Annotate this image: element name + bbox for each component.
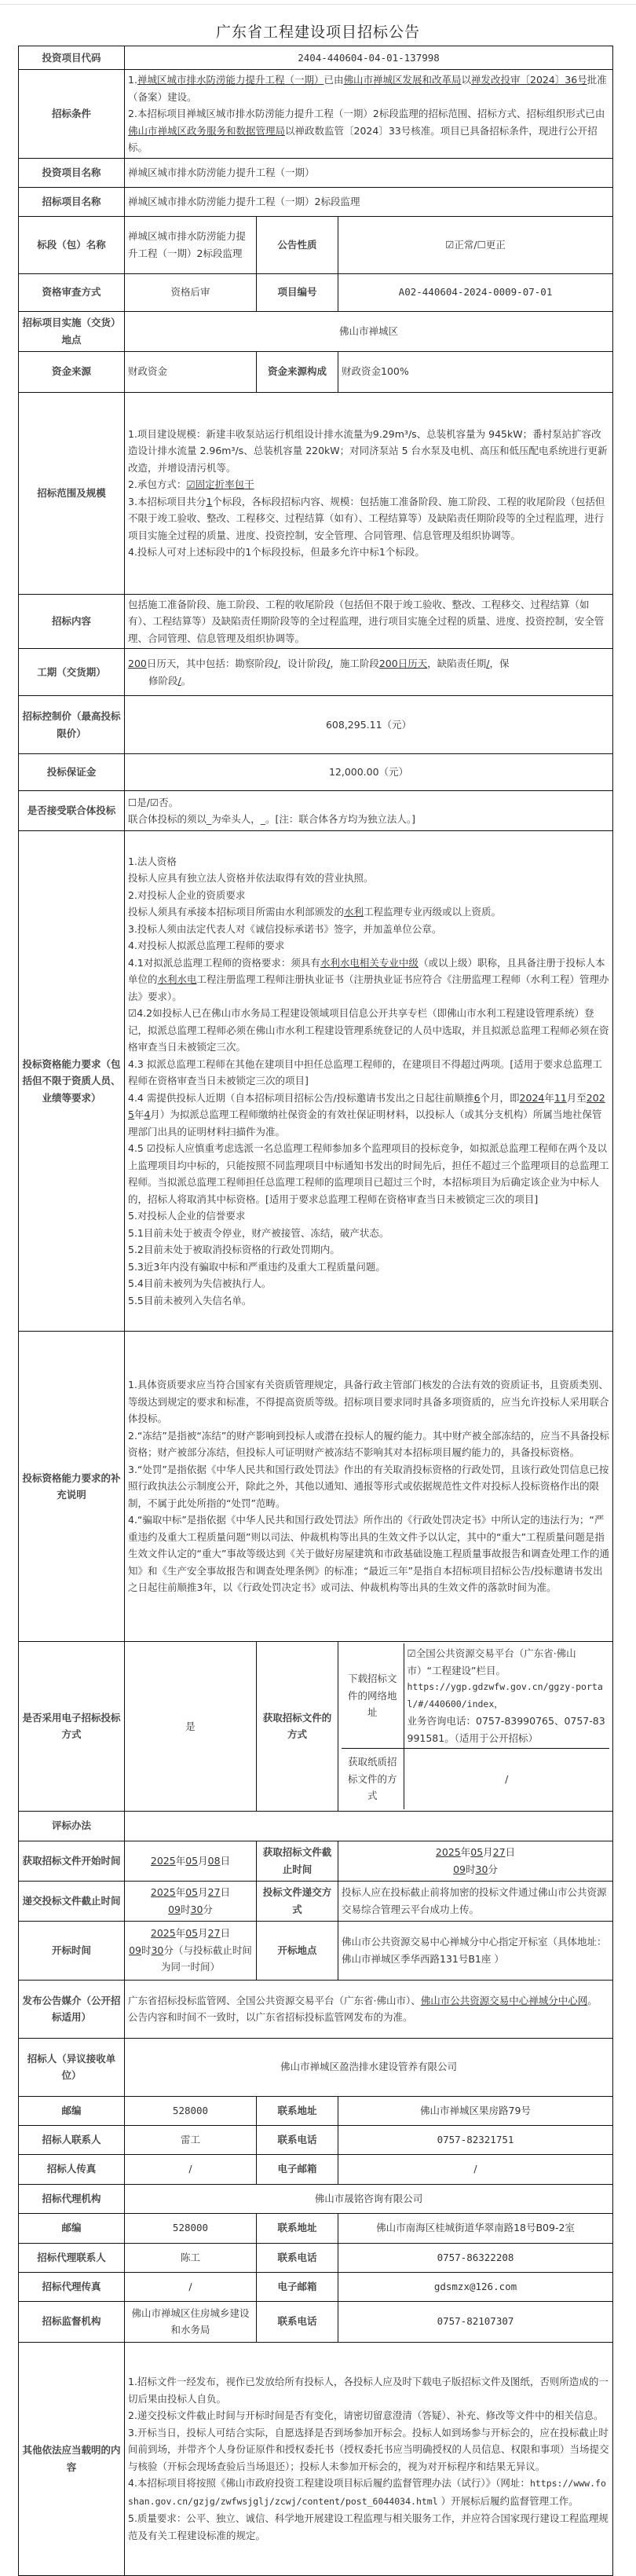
project-number-value: A02-440604-2024-0009-07-01 [338,273,613,311]
tender-name-value: 禅城区城市排水防涝能力提升工程（一期）2标段监理 [125,187,613,216]
text: 3.投标人须由法定代表人对《诚信投标承诺书》签字，并加盖单位公章。 [128,922,442,935]
unit: 日 [220,1927,231,1940]
project-code-value: 2404-440604-04-01-137998 [125,46,613,70]
label: 邮编 [19,2213,125,2243]
unit: 月 [483,1846,493,1858]
label: 公告性质 [257,216,338,273]
opening-time [125,1921,257,1980]
method-cell [338,1642,613,1812]
unit: 分 [163,1944,174,1956]
label: 发布公告媒介（公开招标适用） [19,1980,125,2038]
warranty: / [177,674,181,687]
field: 4 [144,1108,151,1121]
row-conditions [19,70,613,159]
year: 2025 [435,1846,461,1858]
unit: 分 [203,1903,213,1915]
row-tenderer [19,2038,613,2096]
month: 05 [470,1846,484,1858]
field: 2025 [128,1091,605,1121]
minute: 30 [190,1903,203,1915]
label: 招标人（异议接收单位） [19,2038,125,2096]
phone-value: 0757-82107307 [338,2301,613,2342]
phone-value: 0757-82321751 [338,2125,613,2154]
text: 5.4目前未被列为失信被执行人。 [128,1277,272,1290]
defect: / [486,658,490,669]
label: 招标控制价（最高投标限价） [19,696,125,754]
text: 2.本招标项目禅城区城市排水防涝能力提升工程（一期）2标段监理的招标范围、招标方式、招标组织形式已由 [128,108,605,119]
text: 投标人须具有承接本招标项目所需由水利部颁发的 [128,906,345,918]
text: ，缺陷责任期 [427,658,487,669]
unit: 时 [180,1903,191,1915]
text: 5.质量要求：公平、独立、诚信、科学地开展建设工程监理与相关服务工作，并应符合国家现行建设工程监理规范及有关工程建设标准的规定。 [128,2512,609,2541]
supplement-value [125,1332,613,1642]
year: 2025 [150,1854,176,1867]
text: 5.对投标人企业的信誉要求 [128,1210,246,1222]
consortium-value [125,791,613,831]
row-project-code [19,46,613,70]
label: 电子邮箱 [257,2272,338,2301]
opening-place-value: 佛山市公共资源交易中心禅城分中心指定开标室（具体地址：佛山市禅城区季华西路131号B1座 ） [338,1921,613,1980]
year: 2025 [150,1886,176,1898]
label: 投资项目代码 [19,46,125,70]
label: 递交投标文件截止时间 [19,1881,125,1921]
text: ☑全国公共资源交易平台（广东省·佛山市）“工程建设”栏目。 [407,1647,576,1676]
day: 27 [207,1927,221,1940]
method-table [342,1643,609,1809]
row-tenderer-postal [19,2096,613,2125]
unit: 时 [465,1863,476,1875]
media-value [125,1980,613,2038]
survey: / [274,658,278,669]
row-deposit [19,754,613,791]
label: 获取招标文件开始时间 [19,1841,125,1881]
days: 200 [128,658,147,669]
design: / [327,658,331,669]
row-agency-postal [19,2213,613,2243]
label: 获取招标文件截止时间 [257,1841,338,1881]
text: ，设计阶段 [277,658,327,669]
evaluation-value [125,1811,613,1841]
field: 水利水电 [157,973,197,986]
field: 水利水电相关 [320,956,379,969]
paper-label: 获取纸质招标文件的方式 [342,1749,404,1809]
label: 资格审查方式 [19,273,125,311]
unit: 月 [198,1927,208,1940]
text: 4.“骗取中标”是指依据《中华人民共和国行政处罚法》所作出的《行政处罚决定书》中所认定的违法行为；“严重违约及重大工程质量问题”则以司法、仲裁机构等出具的生效文件予以认定，其中的“重大”工程质量问题是指生效文件认定的“重大”事故等级达到《关于做好房屋建筑和市政基础设施工程质量事故报告和调查处理工作的通知》和《生产安全事故报告和调查处理条例》的标准；“最近三年”是指自本招标项目招标公告/投标邀请书发出之日起往前顺推3年，以《行政处罚决定书》或司法、仲裁机构等出具的生效文件的落款时间为准。 [128,1514,609,1594]
deposit-value: 12,000.00（元） [125,754,613,791]
electronic-value: 是 [125,1642,257,1812]
field: 中级 [398,956,419,969]
label: 联系电话 [257,2301,338,2342]
hour: 09 [453,1863,466,1875]
field: 6 [473,1091,481,1104]
price-value: 608,295.11（元） [125,696,613,754]
unit: 时 [141,1944,152,1956]
text: 月至 [566,1091,587,1104]
hour: 09 [168,1903,181,1915]
funding-value: 财政资金 [125,351,257,392]
label: 招标项目实施（交货）地点 [19,311,125,351]
text: 1.项目建设规模：新建丰收泵站运行机组设计排水流量为9.29m³/s、总装机容量为 945kW；番村泵站扩容改造设计排水流量 2.96m³/s、总装机容量 220kW；对同济泵站 5 台水泵及电机、高压和低压配电系统进行更新改造，并增设清污机等。 [128,427,608,474]
text: 5.5目前未被列入失信名单。 [128,1294,252,1306]
label: 联系地址 [257,2096,338,2125]
label: 开标时间 [19,1921,125,1980]
row-funding [19,351,613,392]
doc-end-date [338,1841,613,1881]
minute: 30 [475,1863,488,1875]
row-submission [19,1881,613,1921]
row-period [19,649,613,696]
label: 工期（交货期） [19,649,125,696]
text: 。 [587,1994,598,2006]
text: 1.法人资格 [128,855,177,867]
label: 其他依法应当载明的内容 [19,2342,125,2575]
row-agency-contact [19,2243,613,2272]
unit: 日 [220,1886,231,1898]
label: 项目编号 [257,273,338,311]
label: 开标地点 [257,1921,338,1980]
text: 5.2目前未处于被取消投标资格的行政处罚期内。 [128,1244,340,1256]
text: 4.4 需提供投标人近期（自本招标项目招标公告/投标邀请书发出之日起往前顺推 [128,1091,474,1104]
text: 广东省招标投标监管网、全国公共资源交易平台（广东省·佛山市）、 [128,1994,421,2006]
text: 5.3近3年内没有骗取中标和严重违约及重大工程质量问题。 [128,1260,386,1273]
text: 1.具体资质要求应当符合国家有关资质管理规定，具备行政主管部门核发的合法有效的资质证书，且资质类别、等级达到规定的要求和标准，不得提高资质等级。招标项目要求同时具备多项资质的，应当允许投标人采用联合体投标。 [128,1379,609,1425]
month: 05 [185,1886,199,1898]
qualification-value: 资格后审 [125,273,257,311]
regulation-link[interactable]: https://www.foshan.gov.cn/gzjg/zwfwsjglj/zcwj/content/post_6044034.html [128,2478,606,2507]
tenderer-value: 佛山市禅城区盈浩排水建设管养有限公司 [125,2038,613,2096]
label: 标段（包）名称 [19,216,125,273]
text: 1.招标文件一经发布，视作已发放给所有投标人，各投标人应及时下载电子版招标文件及图纸，否则所造成的一切后果由投标人自负。 [128,2376,609,2405]
text: 2.“冻结”是指被“冻结”的财产影响到投标人或潜在投标人的履约能力。其中财产被全部冻结的，应当不具备投标资格；财产被部分冻结，但投标人可证明财产被冻结不影响其对本招标项目履约能力的，具备投标资格。 [128,1429,609,1459]
section-count: 1 [206,495,213,508]
text: 1. [128,74,137,86]
text: 个标段，各标段招标内容、规模：包括施工准备阶段、施工阶段、工程的收尾阶段（包括但不限于竣工验收、整改、工程移交、过程结算（如有）、工程结算等）及缺陷责任期阶段等的全过程监理，进行项目实施全过程的质量、进度、投资控制，安全管理、合同管理、信息管理及组织协调等。 [128,495,605,541]
text: 联合体投标的须以_为牵头人，_。[注：联合体各方均为独立法人。] [128,813,416,825]
label: 获取招标文件的方式 [257,1642,338,1812]
unit: 年 [175,1886,186,1898]
text: 3.“处罚”是指依据《中华人民共和国行政处罚法》作出的有关取消投标资格的行政处罚，且该行政处罚信息已按照行政执法公示制度公开，除此之外，其他以通知、通报等形式或依据规范性文件对投标人投标资格作出的限制，不属于此处所指的“处罚”范畴。 [128,1463,609,1509]
text: （或以上级）职称，且具备注册于投标人本单位的 [128,956,605,986]
unit: 日 [505,1846,516,1858]
row-media [19,1980,613,2038]
label: 招标代理机构 [19,2184,125,2213]
media-link[interactable]: 佛山市公共资源交易中心禅城分中心网 [420,1994,588,2006]
link-authority: 佛山市禅城区发展和改革局 [343,74,462,86]
address-value: 佛山市南海区桂城街道华翠南路18号B09-2室 [338,2213,613,2243]
text: ☐是/☑否。 [128,796,179,808]
location-value: 佛山市禅城区 [125,311,613,351]
unit: 月 [198,1854,208,1867]
text: ☑4.2如投标人已在佛山市水务局工程建设领域项目信息公开共享专栏（即佛山市水利工程建设管理系统）登记，拟派总监理工程师必须在佛山市水利工程建设管理系统登记的人员中选取，并且拟派总监理工程师必须在资格审查当日未被锁定三次。 [128,1007,609,1053]
row-supervisor [19,2301,613,2342]
agency-value: 佛山市晟铭咨询有限公司 [125,2184,613,2213]
note: （与投标截止时间为同一时间） [160,1944,252,1973]
text: 业务咨询电话：0757-83990765、0757-83991581。（适用于公开招标） [407,1715,605,1744]
text: 公告内容和时间不一致时，以广东省招标投标监管网发布的为准。 [128,2011,413,2023]
top-divider [0,4,636,5]
link-authority-2: 佛山市禅城区政务服务和数据管理局 [128,124,286,137]
label: 招标内容 [19,594,125,649]
text: 年 [133,1108,144,1121]
contact-value: 雷工 [125,2125,257,2154]
download-value [404,1643,609,1749]
submission-method-value: 投标人应在投标截止前将加密的投标文件通过佛山市公共资源交易综合管理云平台成功上传。 [338,1881,613,1921]
text: 2.承包方式： [128,478,187,490]
row-tenderer-contact [19,2125,613,2154]
text: 4.对投标人拟派总监理工程师的要求 [128,940,285,952]
conditions-value [125,70,613,159]
row-doc-times [19,1841,613,1881]
download-link[interactable]: https://ygp.gdzwfw.gov.cn/ggzy-portal/#/440600/index， [407,1681,603,1709]
row-qualification [19,273,613,311]
label: 联系地址 [257,2213,338,2243]
row-electronic [19,1642,613,1812]
text: ）开展标后履约监督管理工作。 [437,2494,579,2507]
unit: 分 [488,1863,498,1875]
label: 联系电话 [257,2125,338,2154]
submission-deadline [125,1881,257,1921]
label: 评标办法 [19,1811,125,1841]
unit: 日 [220,1854,231,1867]
text: 月）为拟派总监理工程师缴纳社保资金的有效社保证明材料，以投标人（或其分支机构）所属当地社保管理部门出具的证明材料扫描件为准。 [128,1108,602,1138]
text: ，保 [489,658,510,669]
row-supplement [19,1332,613,1642]
email-value[interactable]: gdsmzx@126.com [338,2272,613,2301]
row-agency [19,2184,613,2213]
text: 5.1目前未处于被责令停业，财产被接管、冻结，破产状态。 [128,1226,389,1239]
fax-value: / [125,2154,257,2184]
row-content [19,594,613,649]
label: 是否接受联合体投标 [19,791,125,831]
year: 2025 [150,1927,176,1940]
section-value: 禅城区城市排水防涝能力提升工程（一期）2标段监理 [125,216,257,273]
postal-value: 528000 [125,2213,257,2243]
day: 27 [492,1846,506,1858]
unit: 年 [175,1854,186,1867]
hour: 09 [129,1944,141,1956]
label: 招标代理传真 [19,2272,125,2301]
label: 招标人传真 [19,2154,125,2184]
scope-value [125,392,613,594]
text: 4.3 拟派总监理工程师在其他在建项目中担任总监理工程师的，在建项目不得超过两项。[适用于要求总监理工程师在资格审查当日未被锁定三次的项目] [128,1057,602,1087]
month: 05 [185,1854,199,1867]
minute: 30 [151,1944,164,1956]
fax-value: / [125,2272,257,2301]
field: 水利 [344,906,364,918]
label: 投标资格能力要求（包括但不限于资质人员、业绩等要求） [19,831,125,1332]
label: 投标文件递交方式 [257,1881,338,1921]
unit: 月 [198,1886,208,1898]
text: 2.对投标人企业的资质要求 [128,889,246,901]
paper-value: / [404,1749,609,1809]
text: 年 [544,1091,554,1104]
text: 3.开标当日，投标人可结合实际，自愿选择是否到场参加开标会。投标人如到场参与开标会的，应在投标截止时间前到场，并带齐个人身份证原件和授权委托书（授权委托书应当明确授权的人员信息、权限和事项）当场提交与核验（开标会现场查验后当场退还）；投标人未参加开标会的，视为对开标程序和结果无异议。 [128,2426,609,2472]
page-title: 广东省工程建设项目招标公告 [215,24,420,41]
field: 专业 [378,956,399,969]
text: 批准（备案）建设。 [128,74,607,103]
row-investment-name [19,158,613,187]
label: 招标监督机构 [19,2301,125,2342]
text: 4.1对拟派总监理工程师的资格要求：须具有 [128,956,320,969]
download-label: 下载招标文件的网络地址 [342,1643,404,1749]
row-price [19,696,613,754]
unit: 年 [460,1846,471,1858]
text: 修阶段 [148,674,178,687]
text: 投标人应具有独立法人资格并依法取得有效的营业执照。 [128,872,374,885]
doc-start-date [125,1841,257,1881]
field: 2024 [519,1091,545,1104]
content-value: 包括施工准备阶段、施工阶段、工程的收尾阶段（包括但不限于竣工验收、整改、工程移交、过程结算（如有）、工程结算等）及缺陷责任期阶段等的全过程监理，进行项目实施全过程的质量、进度、投资控制，安全管理、合同管理、信息管理及组织协调等。 [125,594,613,649]
announcement-table [18,46,613,2576]
row-requirements [19,831,613,1332]
label: 邮编 [19,2096,125,2125]
contract-type: ☑固定折率包干 [186,478,254,490]
label: 招标项目名称 [19,187,125,216]
label: 资金来源 [19,351,125,392]
text: 日历天，其中包括：勘察阶段 [146,658,275,669]
text: 4.投标人可对上述标段中的1个标段投标，但最多允许中标1个标段。 [128,546,425,558]
investment-name-value: 禅城区城市排水防涝能力提升工程（一期） [125,158,613,187]
text: ，施工阶段 [330,658,379,669]
row-tenderer-fax [19,2154,613,2184]
row-tender-name [19,187,613,216]
text: 已由 [323,74,344,86]
label: 招标代理联系人 [19,2243,125,2272]
phone-value: 0757-86322208 [338,2243,613,2272]
field: 11 [554,1091,567,1104]
row-evaluation [19,1811,613,1841]
text: 以禅政数监管〔2024〕33号核准。项目已具备招标条件，现进行公开招标。 [128,124,598,153]
label: 是否采用电子招标投标方式 [19,1642,125,1812]
label: 招标条件 [19,70,125,159]
requirements-value [125,831,613,1332]
unit: 年 [175,1927,186,1940]
label: 投资项目名称 [19,158,125,187]
supervisor-value: 佛山市禅城区住房城乡建设和水务局 [125,2301,257,2342]
email-value: / [338,2154,613,2184]
row-other [19,2342,613,2575]
text: 4.本招标项目将按照《佛山市政府投资工程建设项目标后履约监督管理办法（试行）》（网址： [128,2477,530,2489]
label: 招标范围及规模 [19,392,125,594]
link-project: 禅城区城市排水防涝能力提升工程（一期） [137,74,324,86]
nature-value: ☑正常/☐更正 [338,216,613,273]
row-location [19,311,613,351]
other-value [125,2342,613,2575]
label: 电子邮箱 [257,2154,338,2184]
text: 2.递交投标文件截止时间与开标时间是否有变化，请密切留意澄清（答疑）、补充、修改等文件中的相关信息。 [128,2409,604,2421]
row-opening [19,1921,613,1980]
row-scope [19,392,613,594]
text: 工程监理专业丙级或以上资质。 [364,906,502,918]
month: 05 [185,1927,199,1940]
construction: 200日历天 [378,658,428,669]
approval-doc: 禅发改投审〔2024〕36号 [471,74,587,86]
text: 4.5 ☑投标人应慎重考虑选派一名总监理工程师参加多个监理项目的投标竞争，如拟派总监理工程师在两个及以上监理项目均中标的，只能按照不同监理项目中标通知书发出的时间先后，担任不超过三个监理项目的总监理工程师。当拟派总监理工程师担任总监理工程师的监理项目已超过三个时，本招标项目为后确定该企业为中标人的，招标人将取消其中标资格。[适用于要求总监理工程师在资格审查当日未被锁定三次的项目] [128,1142,609,1205]
text: 以 [461,74,471,86]
row-agency-fax [19,2272,613,2301]
label: 投标资格能力要求的补充说明 [19,1332,125,1642]
label: 联系电话 [257,2243,338,2272]
address-value: 佛山市禅城区果房路79号 [338,2096,613,2125]
postal-value: 528000 [125,2096,257,2125]
funding-structure-value: 财政资金100% [338,351,613,392]
label: 招标人联系人 [19,2125,125,2154]
text: 3.本招标项目共分 [128,495,207,508]
label: 投标保证金 [19,754,125,791]
day: 08 [207,1854,221,1867]
day: 27 [207,1886,221,1898]
text: 工程注册监理工程师注册执业证书（注册执业证书应符合《注册监理工程师（水利工程）管理办法》要求）。 [128,973,609,1002]
row-consortium [19,791,613,831]
row-section [19,216,613,273]
contact-value: 陈工 [125,2243,257,2272]
period-value [125,649,613,696]
label: 资金来源构成 [257,351,338,392]
text: 个月，即 [480,1091,520,1104]
text: 。 [181,674,192,687]
